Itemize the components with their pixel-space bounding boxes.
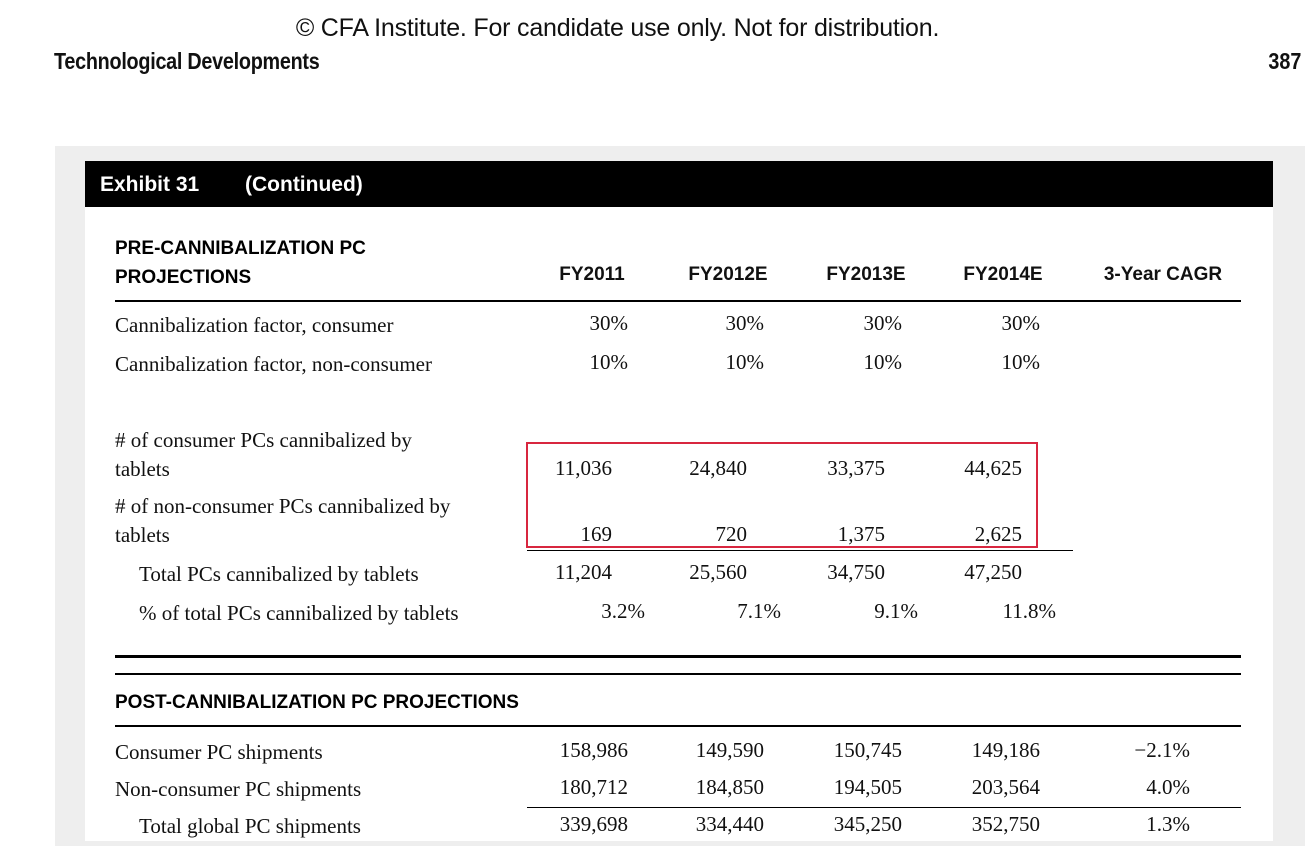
table-cell: 34,750 bbox=[827, 560, 885, 584]
table-cell: 720 bbox=[715, 522, 747, 546]
table-cell: 30% bbox=[725, 311, 764, 335]
table-cell: 339,698 bbox=[559, 812, 628, 836]
row-label-total-cannibalized: Total PCs cannibalized by tablets bbox=[139, 562, 419, 586]
table-cell: 150,745 bbox=[833, 738, 902, 762]
row-label-line: tablets bbox=[115, 523, 170, 547]
copyright-notice: © CFA Institute. For candidate use only. Not for distribution. bbox=[295, 14, 940, 42]
row-label-line: tablets bbox=[115, 457, 170, 481]
table-cell: 7.1% bbox=[737, 599, 781, 623]
table-cell: 345,250 bbox=[833, 812, 902, 836]
row-label-line: # of consumer PCs cannibalized by bbox=[115, 428, 412, 452]
table-cell: 149,590 bbox=[695, 738, 764, 762]
table-cell: 149,186 bbox=[971, 738, 1040, 762]
row-label-consumer-cannibalized bbox=[115, 426, 412, 484]
row-label-factor-nonconsumer: Cannibalization factor, non-consumer bbox=[115, 352, 432, 376]
table-cell: 194,505 bbox=[833, 775, 902, 799]
table-cell: 1.3% bbox=[1146, 812, 1190, 836]
post-header-rule bbox=[115, 725, 1241, 727]
table-cell: 30% bbox=[589, 311, 628, 335]
table-cell: 203,564 bbox=[971, 775, 1040, 799]
table-cell: 184,850 bbox=[695, 775, 764, 799]
pre-section-title-line1: PRE-CANNIBALIZATION PC bbox=[115, 238, 366, 259]
exhibit-continued: (Continued) bbox=[245, 173, 363, 196]
table-cell: 158,986 bbox=[559, 738, 628, 762]
table-cell: 11,036 bbox=[555, 456, 612, 480]
column-header-fy2014e: FY2014E bbox=[963, 264, 1043, 285]
section-rule-bottom bbox=[115, 673, 1241, 675]
table-cell: 352,750 bbox=[971, 812, 1040, 836]
running-head: Technological Developments bbox=[54, 48, 320, 74]
table-cell: −2.1% bbox=[1134, 738, 1190, 762]
highlight-box bbox=[526, 442, 1038, 548]
exhibit-title-bar bbox=[85, 161, 1273, 207]
table-cell: 10% bbox=[725, 350, 764, 374]
table-cell: 10% bbox=[1001, 350, 1040, 374]
column-header-fy2012e: FY2012E bbox=[688, 264, 768, 285]
table-cell: 2,625 bbox=[974, 522, 1022, 546]
table-cell: 4.0% bbox=[1146, 775, 1190, 799]
row-label-total-shipments: Total global PC shipments bbox=[139, 814, 361, 838]
row-label-nonconsumer-cannibalized bbox=[115, 492, 450, 550]
row-label-factor-consumer: Cannibalization factor, consumer bbox=[115, 313, 394, 337]
table-cell: 10% bbox=[589, 350, 628, 374]
column-header-fy2013e: FY2013E bbox=[826, 264, 906, 285]
table-cell: 11,204 bbox=[555, 560, 612, 584]
exhibit-number: Exhibit 31 bbox=[100, 173, 200, 196]
section-rule-top bbox=[115, 655, 1241, 658]
table-cell: 24,840 bbox=[689, 456, 747, 480]
table-cell: 1,375 bbox=[837, 522, 885, 546]
table-cell: 30% bbox=[1001, 311, 1040, 335]
page-number: 387 bbox=[1267, 48, 1301, 74]
pre-section-title-line2: PROJECTIONS bbox=[115, 267, 252, 288]
table-cell: 10% bbox=[863, 350, 902, 374]
subtotal-rule bbox=[527, 550, 1073, 551]
table-cell: 3.2% bbox=[601, 599, 645, 623]
table-cell: 44,625 bbox=[964, 456, 1022, 480]
post-section-title: POST-CANNIBALIZATION PC PROJECTIONS bbox=[115, 692, 519, 713]
table-cell: 25,560 bbox=[689, 560, 747, 584]
table-cell: 169 bbox=[580, 522, 612, 546]
table-cell: 180,712 bbox=[559, 775, 628, 799]
table-cell: 9.1% bbox=[874, 599, 918, 623]
column-header-fy2011: FY2011 bbox=[559, 264, 625, 285]
total-rule bbox=[527, 807, 1241, 808]
header-rule bbox=[115, 300, 1241, 302]
column-header-cagr: 3-Year CAGR bbox=[1103, 264, 1223, 285]
table-cell: 11.8% bbox=[1002, 599, 1056, 623]
table-cell: 33,375 bbox=[827, 456, 885, 480]
row-label-pct-cannibalized: % of total PCs cannibalized by tablets bbox=[139, 601, 459, 625]
table-cell: 334,440 bbox=[695, 812, 764, 836]
table-cell: 30% bbox=[863, 311, 902, 335]
table-cell: 47,250 bbox=[964, 560, 1022, 584]
row-label-nonconsumer-shipments: Non-consumer PC shipments bbox=[115, 777, 362, 801]
row-label-line: # of non-consumer PCs cannibalized by bbox=[115, 494, 451, 518]
row-label-consumer-shipments: Consumer PC shipments bbox=[115, 740, 323, 764]
pre-section-title bbox=[115, 234, 366, 292]
